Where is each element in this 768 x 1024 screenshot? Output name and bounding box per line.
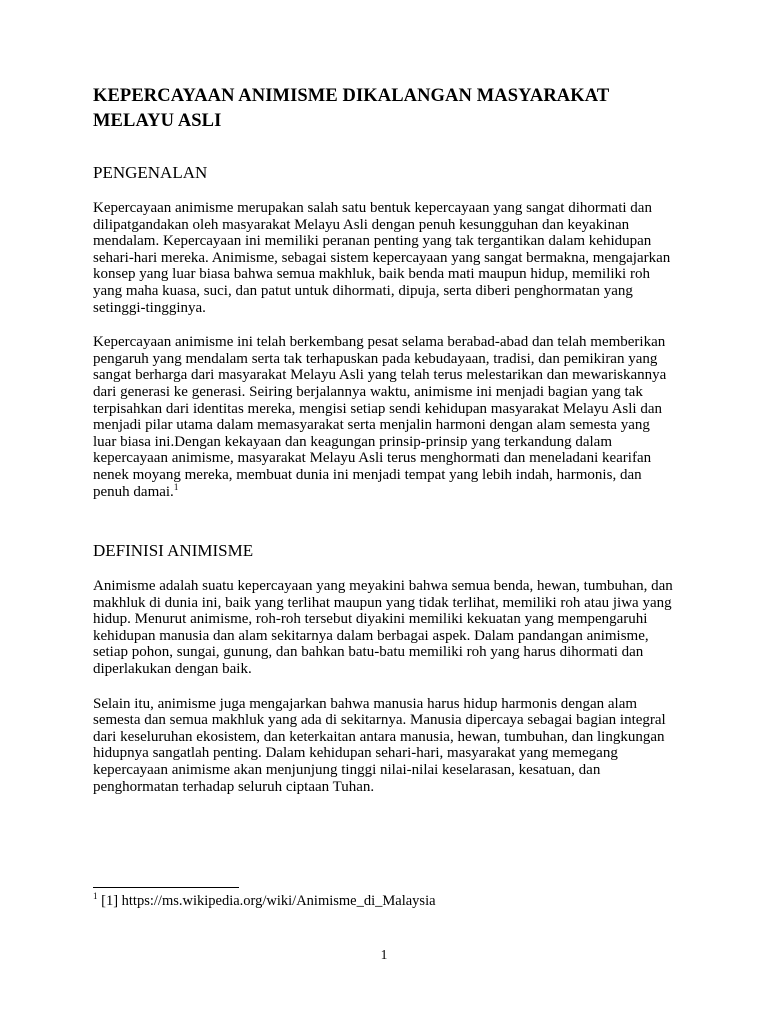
footnote-link-text[interactable]: [1] https://ms.wikipedia.org/wiki/Animisme_di_Malaysia	[97, 893, 436, 909]
document-title: KEPERCAYAAN ANIMISME DIKALANGAN MASYARAKAT MELAYU ASLI	[93, 86, 609, 131]
paragraph-pengenalan-2-text: Kepercayaan animisme ini telah berkembang pesat selama berabad-abad dan telah memberikan pengaruh yang mendalam serta tak terhapuskan pada kebudayaan, tradisi, dan pemikiran yang sangat berharga dari masyarakat Melayu Asli yang telah terus melestarikan dan mewariskannya dari generasi ke generasi. Seiring berjalannya waktu, animisme ini menjadi bagian yang tak terpisahkan dari identitas mereka, mengisi setiap sendi kehidupan masyarakat Melayu Asli dan menjadi pilar utama dalam memasyarakat serta menjalin harmoni dengan alam semesta yang luar biasa ini.Dengan kekayaan dan keagungan prinsip-prinsip yang terkandung dalam kepercayaan animisme, masyarakat Melayu Asli terus menghormati dan meneladani kearifan nenek moyang mereka, membuat dunia ini menjadi tempat yang lebih indah, harmonis, dan penuh damai.	[93, 334, 667, 500]
footnote-separator	[93, 887, 239, 888]
footnote-area	[93, 887, 675, 909]
document-page	[93, 84, 675, 795]
section-heading-definisi: DEFINISI ANIMISME	[93, 541, 254, 561]
paragraph-pengenalan-2	[93, 334, 675, 500]
paragraph-pengenalan-1: Kepercayaan animisme merupakan salah satu bentuk kepercayaan yang sangat dihormati dan dilipatgandakan oleh masyarakat Melayu Asli dengan penuh kesungguhan dan keyakinan mendalam. Kepercayaan ini memiliki peranan penting yang tak tergantikan dalam kehidupan sehari-hari mereka. Animisme, sebagai sistem kepercayaan yang sangat bermakna, mengajarkan konsep yang luar biasa bahwa semua makhluk, baik benda mati maupun hidup, memiliki roh yang maha kuasa, suci, dan patut untuk dihormati, dipuja, serta diberi penghormatan yang setinggi-tingginya.	[93, 200, 671, 316]
page-number: 1	[380, 947, 388, 962]
footnote-marker: 1	[93, 891, 98, 902]
footnote-entry	[93, 893, 675, 909]
footnote-reference[interactable]: 1	[173, 481, 179, 492]
paragraph-definisi-2: Selain itu, animisme juga mengajarkan bahwa manusia harus hidup harmonis dengan alam semesta dan semua makhluk yang ada di sekitarnya. Manusia dipercaya sebagai bagian integral dari keseluruhan ekosistem, dan keterkaitan antara manusia, hewan, tumbuhan, dan lingkungan hidupnya sangatlah penting. Dalam kehidupan sehari-hari, masyarakat yang memegang kepercayaan animisme akan menjunjung tinggi nilai-nilai keselarasan, kesatuan, dan penghormatan terhadap seluruh ciptaan Tuhan.	[93, 695, 666, 795]
paragraph-definisi-1: Animisme adalah suatu kepercayaan yang meyakini bahwa semua benda, hewan, tumbuhan, dan makhluk di dunia ini, baik yang terlihat maupun yang tidak terlihat, memiliki roh atau jiwa yang hidup. Menurut animisme, roh-roh tersebut diyakini memiliki kekuatan yang mempengaruhi kehidupan manusia dan alam sekitarnya dalam berbagai aspek. Dalam pandangan animisme, setiap pohon, sungai, gunung, dan bahkan batu-batu memiliki roh yang harus dihormati dan diperlakukan dengan baik.	[93, 578, 673, 678]
section-heading-pengenalan: PENGENALAN	[93, 163, 208, 182]
